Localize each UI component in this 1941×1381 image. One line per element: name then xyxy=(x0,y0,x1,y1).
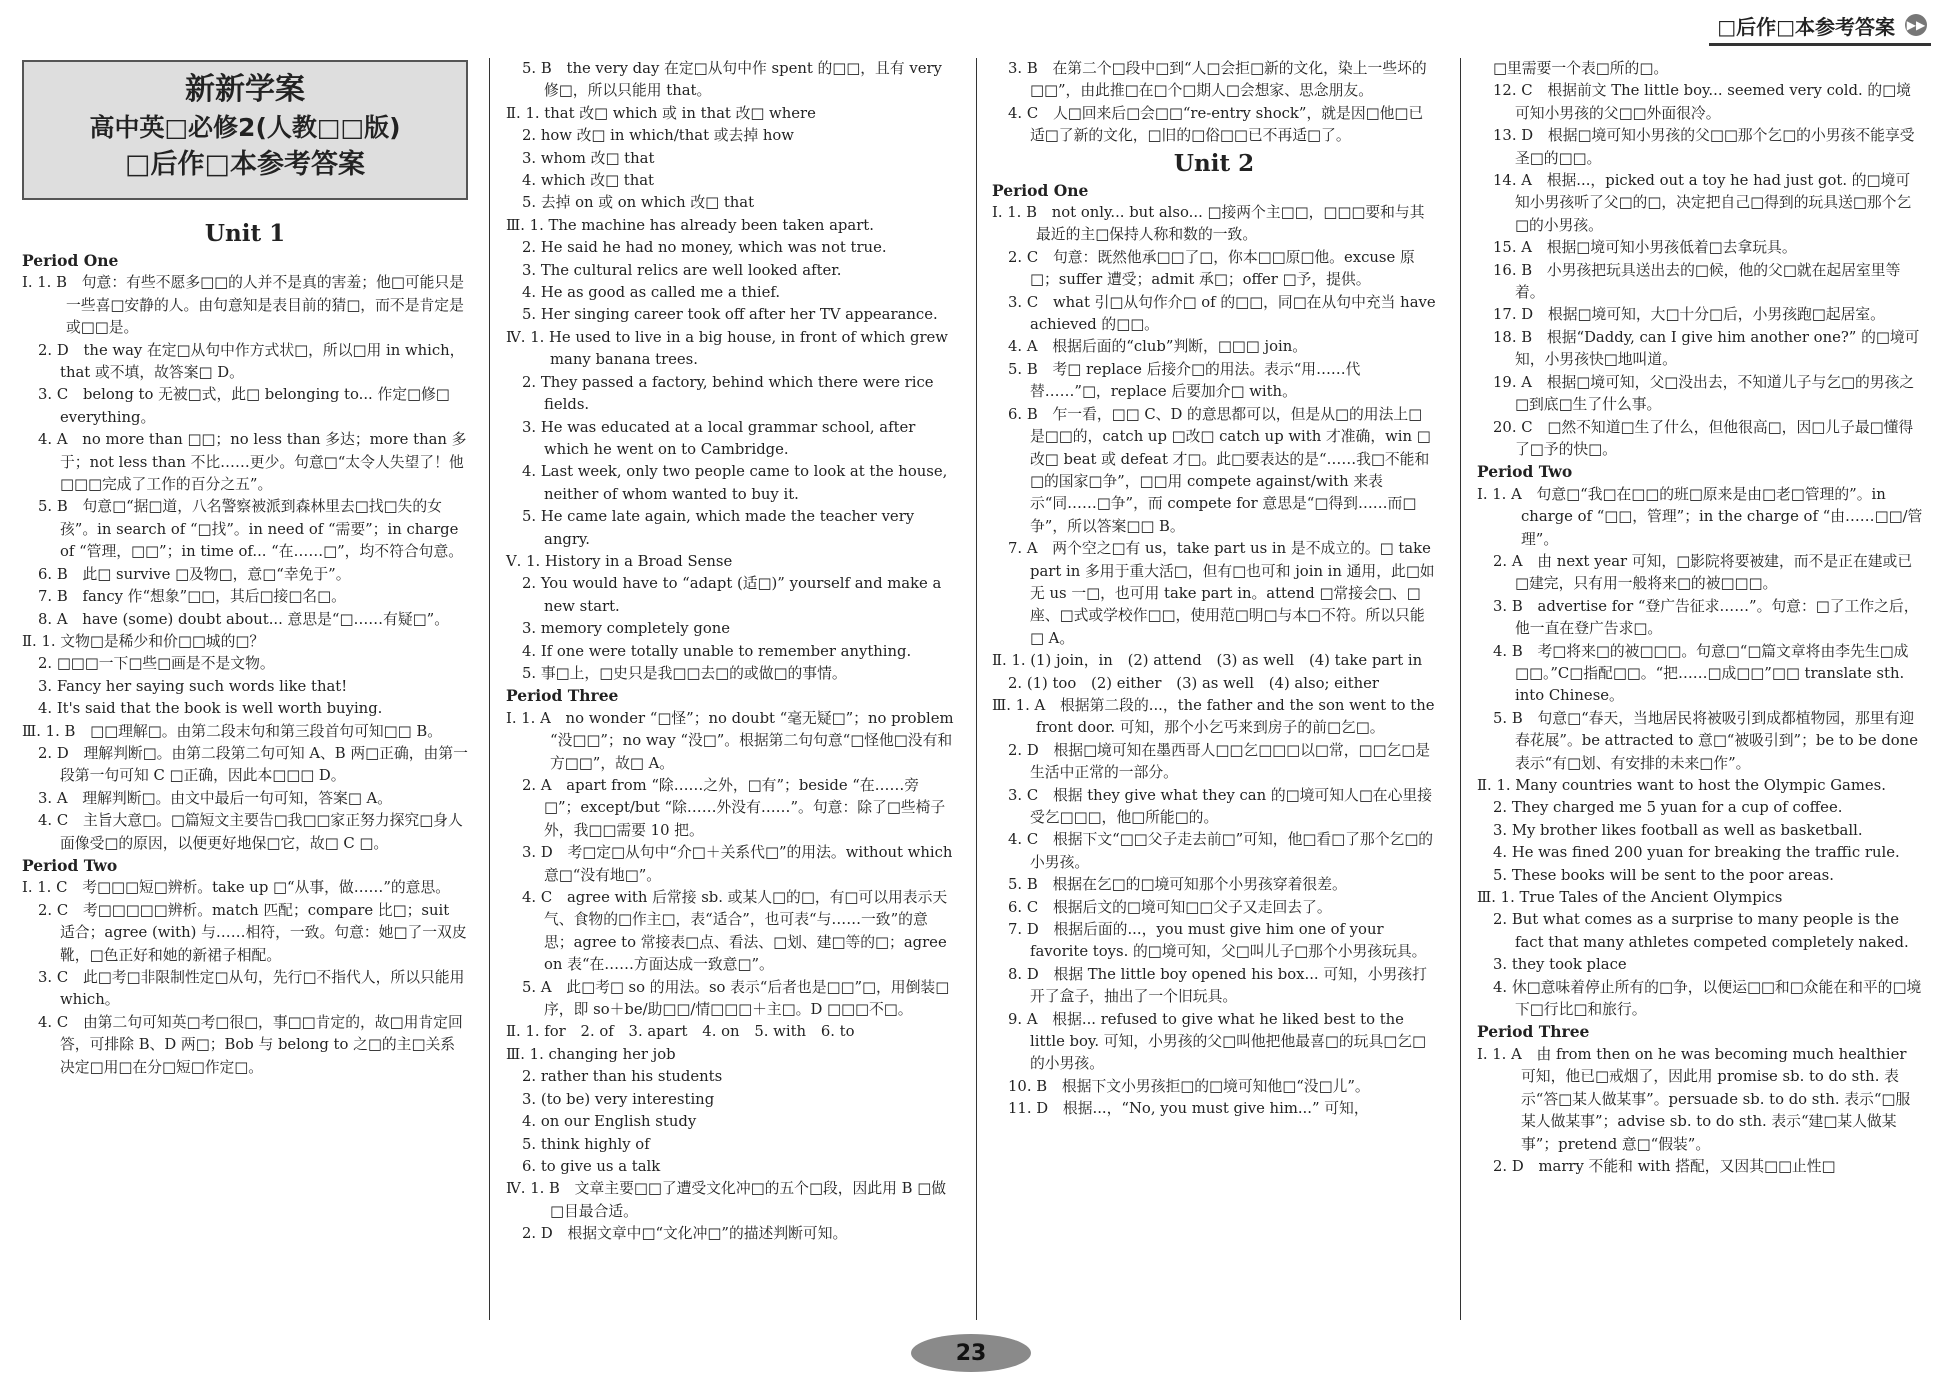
answer-item: Ⅴ. 1. History in a Broad Sense xyxy=(506,552,733,570)
column-body xyxy=(1477,58,1923,1178)
answer-item: 20. C □然不知道□生了什么，但他很高□，因□儿子最□懂得了□予的快□。 xyxy=(1493,418,1914,458)
running-header-title: □后作□本参考答案 xyxy=(1717,14,1895,39)
answer-item: 5. B 句意□“春天，当地居民将被吸引到成都植物园，那里有迎春花展”。be attracted to 意□“被吸引到”；be to be done 表示“有□划、有安排的未来□作”。 xyxy=(1493,709,1918,772)
answer-item: Ⅰ. 1. B 句意：有些不愿多□□的人并不是真的害羞；他□可能只是一些喜□安静的人。由句意知是表目前的猜□，而不是肯定是或□□是。 xyxy=(22,274,465,337)
answer-item: 3. A 理解判断□。由文中最后一句可知，答案□ A。 xyxy=(38,789,392,807)
answer-item: 5. B 考□ replace 后接介□的用法。表示“用……代替……”□，replace 后要加介□ with。 xyxy=(1008,360,1361,401)
header-rule xyxy=(1709,43,1931,46)
answer-item: 2. C 考□□□□□辨析。match 匹配；compare 比□；suit 适合；agree (with) 与……相符，一致。句意：她□了一双皮靴，□色正好和她的新裙子相配。 xyxy=(38,901,467,964)
answer-item: 3. C belong to 无被□式，此□ belonging to... 作定□修□ everything。 xyxy=(38,386,450,426)
answer-item: 4. Last week, only two people came to look at the house, neither of whom wanted to buy it. xyxy=(522,463,948,503)
running-header xyxy=(1717,8,1927,42)
answer-item: Ⅲ. 1. changing her job xyxy=(506,1045,676,1063)
answer-item: 2. D the way 在定□从句中作方式状□，所以□用 in which，that 或不填，故答案□ D。 xyxy=(38,341,465,382)
answer-item: 2. A 由 next year 可知，□影院将要被建，而不是正在建或已□建完，只有用一般将来□的被□□□。 xyxy=(1493,552,1913,593)
answer-item: Ⅲ. 1. B □□理解□。由第二段末句和第三段首句可知□□ B。 xyxy=(22,722,442,740)
answer-item: 3. whom 改□ that xyxy=(522,149,655,167)
answer-item: 7. A 两个空之□有 us，take part us in 是不成立的。□ take part in 多用于重大活□，但有□也可和 join in 通用，此□如无 us 一□，也可用 take part in。attend □常接会□、□座、□式或学校作□□，使用范□明□与本□不符。所以只能□ A。 xyxy=(1008,540,1435,647)
answer-item: 3. B advertise for “登广告征求……”。句意：□了工作之后，他一直在登广告求□。 xyxy=(1493,597,1919,638)
answer-item: 5. B the very day 在定□从句中作 spent 的□□，且有 very 修□，所以只能用 that。 xyxy=(522,60,942,100)
period-heading: Period Three xyxy=(1477,1022,1590,1042)
section-title: □后作□本参考答案 xyxy=(124,149,366,180)
answer-item: 7. D 根据后面的...，you must give him one of your favorite toys. 的□境可知，父□叫儿子□那个小男孩玩具。 xyxy=(1008,921,1427,961)
answer-item: 4. A 根据后面的“club”判断，□□□ join。 xyxy=(1008,338,1308,356)
answer-item: 3. Fancy her saying such words like that! xyxy=(38,677,348,695)
answer-item: 5. He came late again, which made the teacher very angry. xyxy=(522,508,915,548)
answer-item: 2. (1) too (2) either (3) as well (4) also; either xyxy=(1008,674,1379,692)
answer-item: 3. B 在第二个□段中□到“人□会拒□新的文化，染上一些坏的□□”，由此推□在□个□期人□会想家、思念朋友。 xyxy=(1008,60,1427,100)
column-divider xyxy=(489,58,490,1320)
answer-item: 12. C 根据前文 The little boy... seemed very cold. 的□境可知小男孩的父□□外面很冷。 xyxy=(1493,82,1911,122)
answer-item: 3. they took place xyxy=(1493,956,1627,974)
answer-item: Ⅱ. 1. 文物□是稀少和价□□城的□？ xyxy=(22,632,265,650)
answer-item: 3. He was educated at a local grammar school, after which he went on to Cambridge. xyxy=(522,418,916,458)
answer-item: 4. 休□意味着停止所有的□争，以便运□□和□众能在和平的□境下□行比□和旅行。 xyxy=(1493,978,1922,1019)
answer-item: 6. B 此□ survive □及物□，意□“幸免于”。 xyxy=(38,565,351,583)
answer-item: Ⅰ. 1. C 考□□□短□辨析。take up □“从事，做……”的意思。 xyxy=(22,879,451,897)
answer-item: 2. □□□一下□些□画是不是文物。 xyxy=(38,655,275,673)
period-heading: Period Two xyxy=(22,855,118,875)
unit-heading: Unit 1 xyxy=(204,220,286,247)
column-body xyxy=(506,58,954,1246)
answer-item: 6. to give us a talk xyxy=(522,1157,661,1175)
answer-item: 4. C 根据下文“□□父子走去前□”可知，他□看□了那个乞□的小男孩。 xyxy=(1008,831,1434,871)
column-body xyxy=(992,58,1436,1121)
answer-item: 6. B 乍一看，□□ C、D 的意思都可以，但是从□的用法上□是□□的，catch up □改□ catch up with 才准确，win □改□ beat 或 defeat 才□。此□要表达的是“……我□不能和□的国家□争”，□□用 compete against/with 来表示“同……□争”，而 compete for 意思是“□得到……而□争”，所以答案□□ B。 xyxy=(1008,405,1431,535)
answer-item: 5. B 句意□“据□道，八名警察被派到森林里去□找□失的女孩”。in search of “□找”。in need of “需要”；in charge of “管理，□□”；in time of... “在……□”，均不符合句意。 xyxy=(38,498,464,561)
answer-item: 2. He said he had no money, which was not true. xyxy=(522,239,887,257)
answer-item: 2. D 理解判断□。由第二段第二句可知 A、B 两□正确，由第一段第一句可知 C □正确，因此本□□□ D。 xyxy=(38,744,468,785)
answer-item: 4. C 由第二句可知英□考□很□，事□□肯定的，故□用肯定回答，可排除 B、D 两□；Bob 与 belong to 之□的主□关系决定□用□在分□短□作定□。 xyxy=(38,1013,463,1076)
answer-item: 14. A 根据...，picked out a toy he had just got. 的□境可知小男孩听了父□的□，决定把自己□得到的玩具送□那个乞□的小男孩。 xyxy=(1493,172,1912,234)
answer-item: Ⅱ. 1. that 改□ which 或 in that 改□ where xyxy=(506,104,816,122)
book-subtitle: 高中英□必修2(人教□□版) xyxy=(89,113,401,142)
arrow-right-icon: ▶▶ xyxy=(1905,14,1927,36)
column-3 xyxy=(992,58,1436,1121)
answer-item: 5. 去掉 on 或 on which 改□ that xyxy=(522,194,755,212)
answer-item: 4. C agree with 后常接 sb. 或某人□的□，有□可以用表示天气、食物的□作主□，表“适合”，也可表“与……一致”的意思；agree to 常接表□点、看法、□划、建□等的□；agree on 表“在……方面达成一致意□”。 xyxy=(522,889,948,974)
answer-item: 5. A 此□考□ so 的用法。so 表示“后者也是□□”□，用倒装□序，即 so＋be/助□□/情□□□＋主□。D □□□不□。 xyxy=(522,978,950,1019)
column-2 xyxy=(506,58,954,1246)
answer-item: 3. My brother likes football as well as basketball. xyxy=(1493,821,1863,839)
answer-item: 3. C what 引□从句作介□ of 的□□，同□在从句中充当 have achieved 的□□。 xyxy=(1008,293,1436,334)
answer-item: Ⅲ. 1. The machine has already been taken apart. xyxy=(506,216,874,234)
answer-item: 9. A 根据... refused to give what he liked best to the little boy. 可知，小男孩的父□叫他把他最喜□的玩具□乞□的小男孩。 xyxy=(1008,1010,1426,1073)
answer-item: 4. on our English study xyxy=(522,1113,697,1131)
answer-item: 10. B 根据下文小男孩拒□的□境可知他□“没□儿”。 xyxy=(1008,1077,1370,1095)
answer-item: Ⅱ. 1. for 2. of 3. apart 4. on 5. with 6. to xyxy=(506,1023,855,1041)
answer-item: 19. A 根据□境可知，父□没出去，不知道儿子与乞□的男孩之□到底□生了什么事。 xyxy=(1493,373,1915,414)
answer-item: 4. If one were totally unable to remember anything. xyxy=(522,642,912,660)
answer-item: 3. C 根据 they give what they can 的□境可知人□在心里接受乞□□□，他□所能□的。 xyxy=(1008,786,1432,826)
answer-item: Ⅲ. 1. True Tales of the Ancient Olympics xyxy=(1477,889,1783,907)
answer-item: 2. A apart from “除……之外，□有”；beside “在……旁□”；except/but “除……外没有……”。句意：除了□些椅子外，我□□需要 10 把。 xyxy=(522,777,946,839)
answer-item: Ⅲ. 1. A 根据第二段的...，the father and the son went to the front door. 可知，那个小乞丐来到房子的前□乞□。 xyxy=(992,696,1435,737)
answer-item: 3. memory completely gone xyxy=(522,620,731,638)
column-body xyxy=(22,218,468,1079)
period-heading: Period One xyxy=(992,180,1089,200)
answer-item: Ⅰ. 1. A 由 from then on he was becoming much healthier 可知，他已□戒烟了，因此用 promise sb. to do sth. 表示“答□某人做某事”。persuade sb. to do sth. 表示“□服某人做某事”；advise sb. to do sth. 表示“建□某人做某事”；pretend 意□“假装”。 xyxy=(1477,1045,1911,1153)
answer-item: 4. It's said that the book is well worth buying. xyxy=(38,700,383,718)
column-4 xyxy=(1477,58,1923,1178)
answer-item: 3. (to be) very interesting xyxy=(522,1090,715,1108)
answer-item: 18. B 根据“Daddy, can I give him another one?” 的□境可知，小男孩快□地叫道。 xyxy=(1493,328,1920,369)
answer-item: 16. B 小男孩把玩具送出去的□候，他的父□就在起居室里等着。 xyxy=(1493,261,1901,302)
answer-item: Ⅳ. 1. B 文章主要□□了遭受文化冲□的五个□段，因此用 B □做□目最合适。 xyxy=(506,1180,947,1220)
answer-item: 3. D 考□定□从句中“介□＋关系代□”的用法。without which 意□“没有地□”。 xyxy=(522,844,953,884)
answer-item: 8. D 根据 The little boy opened his box... 可知，小男孩打开了盒子，抽出了一个旧玩具。 xyxy=(1008,965,1427,1006)
period-heading: Period Two xyxy=(1477,462,1573,482)
answer-item: 3. The cultural relics are well looked after. xyxy=(522,261,842,279)
answer-item: 13. D 根据□境可知小男孩的父□□那个乞□的小男孩不能享受圣□的□□。 xyxy=(1493,127,1915,167)
answer-item: 2. They passed a factory, behind which there were rice fields. xyxy=(522,373,934,414)
page-number: 23 xyxy=(911,1334,1031,1372)
answer-item: Ⅳ. 1. He used to live in a big house, in front of which grew many banana trees. xyxy=(506,328,948,369)
answer-item: 2. how 改□ in which/that 或去掉 how xyxy=(522,127,794,145)
answer-item: 7. B fancy 作“想象”□□，其后□接□名□。 xyxy=(38,588,346,606)
answer-item: 2. D 根据□境可知在墨西哥人□□乞□□□以□常，□□乞□是生活中正常的一部分。 xyxy=(1008,741,1431,782)
answer-item: Ⅰ. 1. A no wonder “□怪”；no doubt “毫无疑□”；no problem “没□□”；no way “没□”。根据第二句句意“□怪他□没有和方□□”，故□ A。 xyxy=(506,709,954,772)
answer-item: 2. rather than his students xyxy=(522,1068,723,1086)
answer-item: 15. A 根据□境可知小男孩低着□去拿玩具。 xyxy=(1493,239,1797,257)
answer-item: □里需要一个表□所的□。 xyxy=(1493,60,1669,77)
answer-item: 4. C 主旨大意□。□篇短文主要告□我□□家正努力探究□身人面像受□的原因，以便更好地保□它，故□ C □。 xyxy=(38,812,463,852)
answer-item: 6. C 根据后文的□境可知□□父子又走回去了。 xyxy=(1008,898,1332,916)
answer-item: 2. You would have to “adapt (适□)” yourself and make a new start. xyxy=(522,575,942,615)
title-box xyxy=(22,60,468,200)
answer-item: 5. Her singing career took off after her TV appearance. xyxy=(522,306,938,324)
period-heading: Period Three xyxy=(506,686,619,706)
answer-item: 3. C 此□考□非限制性定□从句，先行□不指代人，所以只能用 which。 xyxy=(38,969,465,1009)
answer-item: 2. But what comes as a surprise to many people is the fact that many athletes competed completely naked. xyxy=(1493,911,1909,951)
answer-item: 2. They charged me 5 yuan for a cup of coffee. xyxy=(1493,799,1843,817)
answer-item: 17. D 根据□境可知，大□十分□后，小男孩跑□起居室。 xyxy=(1493,306,1885,324)
answer-item: 4. C 人□回来后□会□□“re-entry shock”，就是因□他□已适□了新的文化，□旧的□俗□□已不再适□了。 xyxy=(1008,104,1424,145)
column-1 xyxy=(22,60,468,1079)
answer-item: 4. He was fined 200 yuan for breaking the traffic rule. xyxy=(1493,844,1900,862)
answer-item: 4. B 考□将来□的被□□□。句意□“□篇文章将由李先生□成□□。”C□指配□□。“把……□成□□”□□ translate sth. into Chinese。 xyxy=(1493,642,1909,705)
answer-item: Ⅰ. 1. B not only... but also... □接两个主□□，□□□要和与其最近的主□保持人称和数的一致。 xyxy=(992,204,1425,244)
answer-item: 4. which 改□ that xyxy=(522,172,654,190)
answer-item: 5. B 根据在乞□的□境可知那个小男孩穿着很差。 xyxy=(1008,876,1347,894)
answer-item: 4. A no more than □□；no less than 多达；more than 多于；not less than 不比……更少。句意□“太令人失望了！他□□□完成了工作的百分之五”。 xyxy=(38,431,467,494)
answer-item: 5. 事□上，□史只是我□□去□的或做□的事情。 xyxy=(522,664,847,682)
answer-item: 2. D marry 不能和 with 搭配，又因其□□止性□ xyxy=(1493,1157,1836,1175)
answer-item: 11. D 根据...，“No, you must give him...” 可知， xyxy=(1008,1100,1369,1118)
answer-item: Ⅱ. 1. (1) join，in (2) attend (3) as well (4) take part in xyxy=(992,652,1423,670)
answer-item: 5. These books will be sent to the poor areas. xyxy=(1493,866,1834,884)
answer-item: 2. D 根据文章中□“文化冲□”的描述判断可知。 xyxy=(522,1225,848,1243)
unit-heading: Unit 2 xyxy=(1173,149,1255,177)
answer-item: Ⅱ. 1. Many countries want to host the Olympic Games. xyxy=(1477,777,1886,794)
answer-item: 4. He as good as called me a thief. xyxy=(522,284,781,302)
column-divider xyxy=(976,58,977,1320)
answer-item: 2. C 句意：既然他承□□了□，你本□□原□他。excuse 原□；suffer 遭受；admit 承□；offer □予，提供。 xyxy=(1008,248,1415,289)
column-divider xyxy=(1460,58,1461,1320)
answer-item: 5. think highly of xyxy=(522,1135,650,1153)
period-heading: Period One xyxy=(22,251,119,270)
answer-item: 8. A have (some) doubt about... 意思是“□……有疑□”。 xyxy=(38,610,450,628)
answer-item: Ⅰ. 1. A 句意□“我□在□□的班□原来是由□老□管理的”。in charge of “□□，管理”；in the charge of “由……□□/管理”。 xyxy=(1477,485,1923,548)
book-title: 新新学案 xyxy=(185,72,305,107)
